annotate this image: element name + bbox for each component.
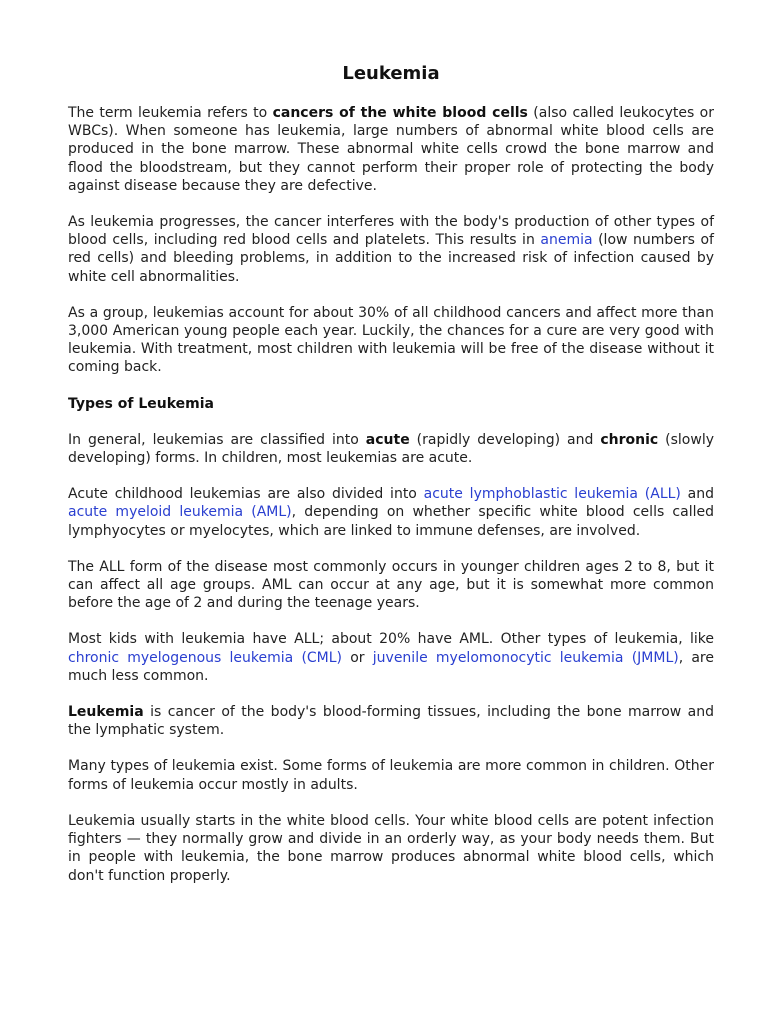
- text-span: , depending on whether specific white blood cells called lymphyocytes or myelocytes, which are linked to immune defenses, are involved.: [68, 504, 714, 539]
- text-span: As leukemia progresses, the cancer interferes with the body's production of other types of blood cells, including red blood cells and platelets. This results in: [68, 214, 714, 249]
- classification-paragraph: [68, 431, 714, 467]
- origin-paragraph: Leukemia usually starts in the white blood cells. Your white blood cells are potent infection fighters — they normally grow and divide in an orderly way, as your body needs them. But in people with leukemia, the bone marrow produces abnormal white blood cells, which don't function properly.: [68, 812, 714, 884]
- text-span: is cancer of the body's blood-forming tissues, including the bone marrow and the lymphatic system.: [68, 704, 714, 739]
- acute-types-paragraph: [68, 485, 714, 540]
- statistics-paragraph: As a group, leukemias account for about 30% of all childhood cancers and affect more than 3,000 American young people each year. Luckily, the chances for a cure are very good with leukemia. With treatment, most children with leukemia will be free of the disease without it coming back.: [68, 304, 714, 376]
- cml-link[interactable]: chronic myelogenous leukemia (CML): [68, 649, 343, 666]
- text-span: and: [680, 486, 714, 503]
- text-span: In general, leukemias are classified into: [68, 431, 366, 448]
- text-span: The term leukemia refers to: [68, 105, 273, 121]
- other-types-paragraph: [68, 630, 714, 685]
- jmml-link[interactable]: juvenile myelomonocytic leukemia (JMML): [372, 649, 679, 666]
- bold-chronic: chronic: [600, 431, 659, 448]
- intro-paragraph: [68, 104, 714, 195]
- aml-link[interactable]: acute myeloid leukemia (AML): [68, 504, 292, 521]
- text-span: or: [342, 649, 373, 666]
- definition-paragraph: [68, 703, 714, 739]
- text-span: , are much less common.: [68, 649, 714, 684]
- bold-leukemia: Leukemia: [68, 704, 144, 721]
- document-page: [68, 62, 714, 885]
- anemia-link[interactable]: anemia: [540, 232, 593, 249]
- text-span: (low numbers of red cells) and bleeding problems, in addition to the increased risk of infection caused by white cell abnormalities.: [68, 232, 714, 285]
- bold-acute: acute: [365, 431, 410, 448]
- all-link[interactable]: acute lymphoblastic leukemia (ALL): [423, 486, 681, 503]
- bold-phrase: cancers of the white blood cells: [272, 105, 528, 121]
- types-heading: Types of Leukemia: [68, 395, 214, 412]
- text-span: Most kids with leukemia have ALL; about 20% have AML. Other types of leukemia, like: [68, 631, 714, 648]
- forms-paragraph: Many types of leukemia exist. Some forms of leukemia are more common in children. Other forms of leukemia occur mostly in adults.: [68, 758, 714, 793]
- text-span: (slowly developing) forms. In children, most leukemias are acute.: [68, 431, 714, 467]
- text-span: (rapidly developing) and: [409, 431, 601, 448]
- page-title: Leukemia: [342, 63, 440, 84]
- text-span: Acute childhood leukemias are also divided into: [68, 486, 424, 503]
- progression-paragraph: [68, 213, 714, 286]
- all-form-paragraph: The ALL form of the disease most commonly occurs in younger children ages 2 to 8, but it can affect all age groups. AML can occur at any age, but it is somewhat more common before the age of 2 and during the teenage years.: [68, 558, 714, 612]
- text-span: (also called leukocytes or WBCs). When someone has leukemia, large numbers of abnormal white blood cells are produced in the bone marrow. These abnormal white cells crowd the bone marrow and flood the bloodstream, but they cannot perform their proper role of protecting the body against disease because they are defective.: [68, 105, 715, 194]
